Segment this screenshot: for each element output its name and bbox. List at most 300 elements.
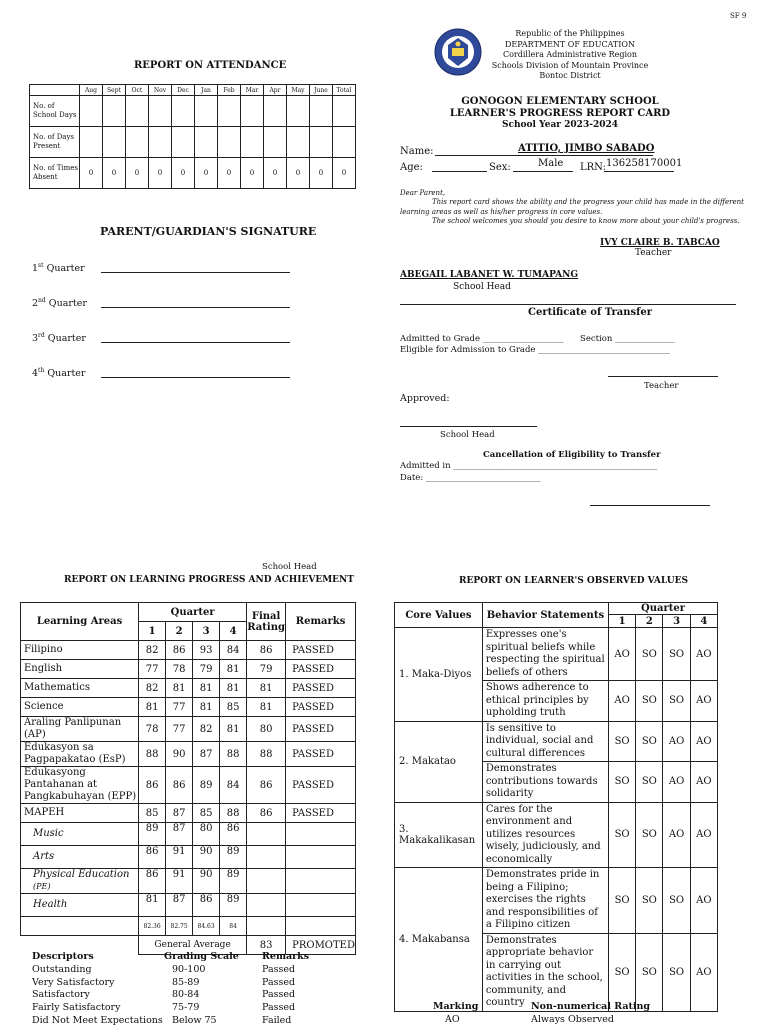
general-remarks: PROMOTED (286, 936, 356, 955)
attendance-month: Aug (80, 85, 103, 96)
attendance-cell: 0 (149, 158, 172, 189)
lrn-label: LRN: (580, 162, 606, 173)
transfer-teacher-label: Teacher (644, 381, 679, 391)
quarter-grade: 81 (193, 679, 220, 698)
grading-range: 85-89 (172, 976, 200, 988)
attendance-cell: 0 (218, 158, 241, 189)
attendance-cell (333, 96, 356, 127)
header-line: Schools Division of Mountain Province (491, 60, 649, 70)
quarter-num: 2 (32, 298, 39, 310)
values-row (395, 721, 718, 762)
behavior-statement: Demonstrates appropriate behavior in carrying out activities in the school, community, and country (482, 933, 608, 1011)
cancellation-date: Date: ___________________________ (400, 473, 541, 483)
values-header-row (395, 603, 718, 615)
mapeh-component-name: Arts (33, 851, 55, 862)
transfer-section: Section ______________ (580, 334, 675, 344)
attendance-cell: 0 (172, 158, 195, 189)
quarter-grade: 79 (193, 660, 220, 679)
final-rating: 79 (247, 660, 286, 679)
attendance-cell (218, 127, 241, 158)
quarter-grade: 78 (139, 717, 166, 742)
grades-quarter-num: 4 (220, 622, 247, 641)
core-values-header: Core Values (395, 603, 483, 628)
grading-scale-row (32, 989, 332, 1002)
attendance-cell (195, 127, 218, 158)
form-code: SF 9 (730, 12, 747, 20)
grades-row (21, 742, 356, 767)
mapeh-component (21, 869, 139, 894)
value-mark: SO (608, 762, 635, 803)
learning-area: Edukasyong Pantahanan at Pangkabuhayan (EPP) (21, 767, 139, 804)
quarter-grade: 82 (139, 641, 166, 660)
value-mark: SO (663, 628, 690, 681)
value-mark: SO (636, 802, 663, 868)
transfer-title: Certificate of Transfer (528, 307, 653, 318)
grade-remarks (286, 917, 356, 936)
grades-final-header: Final Rating (247, 603, 286, 641)
attendance-row-label: No. of Days Present (30, 127, 80, 158)
quarter-average: 84.63 (193, 917, 220, 936)
value-mark: SO (663, 933, 690, 1011)
grades-area-header: Learning Areas (21, 603, 139, 641)
quarter-average: 82.36 (139, 917, 166, 936)
quarter-grade: 86 (139, 869, 166, 894)
quarter-label (32, 367, 85, 379)
grade-remarks (286, 846, 356, 869)
sex-value: Male (538, 158, 564, 169)
header-line: DEPARTMENT OF EDUCATION (505, 39, 635, 49)
attendance-month: Apr (264, 85, 287, 96)
attendance-cell (310, 96, 333, 127)
quarter-num: 3 (32, 333, 39, 345)
values-row (395, 802, 718, 868)
age-label: Age: (400, 162, 423, 173)
final-rating: 86 (247, 767, 286, 804)
quarter-grade: 81 (220, 717, 247, 742)
grading-scale-row (32, 1015, 332, 1028)
mapeh-component (21, 894, 139, 917)
value-mark: SO (636, 762, 663, 803)
parent-signature-title: PARENT/GUARDIAN'S SIGNATURE (100, 225, 317, 238)
quarter-grade: 86 (220, 823, 247, 846)
transfer-admitted: Admitted to Grade ___________________ (400, 334, 564, 344)
quarter-label (32, 297, 87, 309)
final-rating: 81 (247, 698, 286, 717)
quarter-grade: 90 (193, 869, 220, 894)
quarter-grade: 87 (166, 804, 193, 823)
final-rating: 88 (247, 742, 286, 767)
quarter-grade: 91 (166, 869, 193, 894)
attendance-month: Mar (241, 85, 264, 96)
value-mark: SO (636, 681, 663, 722)
grades-quarter-num: 1 (139, 622, 166, 641)
value-mark: SO (636, 933, 663, 1011)
transfer-approved: Approved: (400, 393, 450, 404)
mapeh-component-name: Music (33, 828, 64, 839)
attendance-row (30, 127, 356, 158)
mapeh-component-name: Health (33, 899, 68, 910)
quarter-grade: 86 (166, 767, 193, 804)
attendance-header-row (30, 85, 356, 96)
attendance-cell (310, 127, 333, 158)
quarter-grade: 85 (139, 804, 166, 823)
values-quarter-header: Quarter (608, 603, 717, 615)
attendance-cell (172, 127, 195, 158)
grading-desc: Outstanding (32, 963, 92, 975)
core-value: 4. Makabansa (395, 868, 483, 1012)
attendance-month: Oct (126, 85, 149, 96)
grading-remarks: Passed (262, 989, 296, 1001)
value-mark: SO (663, 868, 690, 934)
final-rating (247, 846, 286, 869)
transfer-eligible: Eligible for Admission to Grade _______________________________ (400, 345, 670, 355)
attendance-cell: 0 (126, 158, 149, 189)
attendance-cell (218, 96, 241, 127)
attendance-cell (80, 96, 103, 127)
quarter-grade: 89 (139, 823, 166, 846)
attendance-cell (80, 127, 103, 158)
grading-scale-row (32, 977, 332, 990)
letter-line-1: This report card shows the ability and the progress your child has made in the different (432, 198, 744, 206)
value-mark: SO (636, 868, 663, 934)
quarter-grade: 81 (139, 894, 166, 917)
mapeh-row (21, 823, 356, 846)
quarter-grade: 81 (193, 698, 220, 717)
quarter-grade: 86 (139, 767, 166, 804)
name-label: Name: (400, 146, 434, 157)
quarter-signature-line[interactable] (101, 377, 290, 378)
grading-scale-row (32, 1002, 332, 1015)
grade-remarks: PASSED (286, 742, 356, 767)
attendance-cell (126, 127, 149, 158)
learning-area: Mathematics (21, 679, 139, 698)
quarter-signature-line[interactable] (101, 307, 290, 308)
teacher-label: Teacher (635, 248, 672, 258)
grade-remarks: PASSED (286, 660, 356, 679)
progress-title: REPORT ON LEARNING PROGRESS AND ACHIEVEMENT (64, 575, 354, 585)
final-rating (247, 917, 286, 936)
quarter-sup: rd (38, 332, 45, 339)
value-mark: AO (690, 628, 717, 681)
values-quarter-num: 2 (636, 615, 663, 628)
attendance-month: Feb (218, 85, 241, 96)
legend-mark: AO (445, 1014, 460, 1025)
mapeh-component-suffix: (PE) (33, 882, 51, 891)
attendance-cell: 0 (241, 158, 264, 189)
attendance-month: June (310, 85, 333, 96)
quarter-label (32, 332, 86, 344)
grades-row (21, 641, 356, 660)
attendance-cell: 0 (80, 158, 103, 189)
core-value: 2. Makatao (395, 721, 483, 802)
grades-remarks-header: Remarks (286, 603, 356, 641)
grade-remarks: PASSED (286, 804, 356, 823)
transfer-head-label: School Head (440, 430, 495, 440)
attendance-cell (195, 96, 218, 127)
quarter-grade: 89 (193, 767, 220, 804)
quarter-label (32, 262, 85, 274)
sex-label: Sex: (489, 162, 511, 173)
value-mark: SO (608, 802, 635, 868)
learning-area: Science (21, 698, 139, 717)
grades-quarter-header: Quarter (139, 603, 247, 622)
grade-remarks: PASSED (286, 641, 356, 660)
cancellation-admitted: Admitted in ________________________________________________ (400, 461, 658, 471)
grading-remarks: Passed (262, 976, 296, 988)
value-mark: AO (690, 868, 717, 934)
value-mark: SO (608, 868, 635, 934)
behavior-header: Behavior Statements (482, 603, 608, 628)
grading-remarks: Passed (262, 1002, 296, 1014)
quarter-grade: 86 (139, 846, 166, 869)
attendance-table (29, 84, 356, 189)
attendance-cell: 0 (195, 158, 218, 189)
attendance-month: Total (333, 85, 356, 96)
attendance-cell: 0 (310, 158, 333, 189)
values-quarter-num: 4 (690, 615, 717, 628)
value-mark: SO (636, 721, 663, 762)
values-title: REPORT ON LEARNER'S OBSERVED VALUES (459, 576, 688, 586)
school-name: GONOGON ELEMENTARY SCHOOL (461, 96, 659, 107)
attendance-cell (241, 127, 264, 158)
quarter-grade: 81 (220, 679, 247, 698)
attendance-month: Dec (172, 85, 195, 96)
header-line: Cordillera Administrative Region (502, 50, 638, 59)
quarter-sup: th (38, 367, 45, 374)
values-quarter-num: 3 (663, 615, 690, 628)
grading-remarks: Failed (262, 1014, 292, 1026)
cancellation-title: Cancellation of Eligibility to Transfer (483, 450, 661, 460)
mapeh-row (21, 846, 356, 869)
grading-desc: Fairly Satisfactory (32, 1002, 121, 1014)
quarter-grade: 86 (166, 641, 193, 660)
grading-range: 75-79 (172, 1002, 200, 1014)
quarter-average-row (21, 917, 356, 936)
grades-quarter-num: 3 (193, 622, 220, 641)
mapeh-component (21, 846, 139, 869)
behavior-statement: Cares for the environment and utilizes resources wisely, judiciously, and economically (482, 802, 608, 868)
value-mark: AO (690, 721, 717, 762)
quarter-num: 1 (32, 263, 39, 275)
quarter-signature-line[interactable] (101, 342, 290, 343)
quarter-grade: 81 (166, 679, 193, 698)
attendance-row-label: No. of Times Absent (30, 158, 80, 189)
quarter-sup: st (38, 262, 44, 269)
attendance-month: Nov (149, 85, 172, 96)
quarter-grade: 82 (139, 679, 166, 698)
value-mark: SO (663, 681, 690, 722)
attendance-cell: 0 (287, 158, 310, 189)
quarter-grade: 84 (220, 767, 247, 804)
grading-range: 80-84 (172, 989, 200, 1001)
grading-scale-header: Grading Scale (164, 951, 239, 962)
attendance-cell (103, 127, 126, 158)
quarter-grade: 85 (220, 698, 247, 717)
attendance-cell (264, 96, 287, 127)
behavior-statement: Is sensitive to individual, social and cultural differences (482, 721, 608, 762)
grading-remarks-header: Remarks (262, 951, 310, 962)
attendance-cell (264, 127, 287, 158)
mapeh-row (21, 894, 356, 917)
letter-line-3: The school welcomes you should you desire to know more about your child's progress. (432, 217, 740, 225)
value-mark: AO (663, 721, 690, 762)
learning-area: Filipino (21, 641, 139, 660)
grades-quarter-num: 2 (166, 622, 193, 641)
quarter-grade: 80 (193, 823, 220, 846)
quarter-grade: 87 (193, 742, 220, 767)
attendance-cell (103, 96, 126, 127)
attendance-cell: 0 (333, 158, 356, 189)
learning-area: Araling Panlipunan (AP) (21, 717, 139, 742)
attendance-row (30, 96, 356, 127)
grades-row (21, 804, 356, 823)
lrn-value: 136258170001 (606, 158, 683, 169)
attendance-cell (172, 96, 195, 127)
behavior-statement: Shows adherence to ethical principles by upholding truth (482, 681, 608, 722)
learning-area: English (21, 660, 139, 679)
legend-rating: Always Observed (531, 1014, 614, 1025)
quarter-grade: 90 (166, 742, 193, 767)
learning-area: MAPEH (21, 804, 139, 823)
attendance-cell (149, 96, 172, 127)
value-mark: AO (690, 802, 717, 868)
agency-header (470, 29, 670, 82)
quarter-grade: 87 (166, 894, 193, 917)
grades-row (21, 717, 356, 742)
average-label-cell (21, 917, 139, 936)
quarter-grade: 85 (193, 804, 220, 823)
quarter-grade: 84 (220, 641, 247, 660)
quarter-grade: 77 (166, 698, 193, 717)
attendance-cell: 0 (264, 158, 287, 189)
quarter-grade: 77 (166, 717, 193, 742)
header-line: Bontoc District (539, 71, 601, 80)
attendance-cell (126, 96, 149, 127)
quarter-word: Quarter (45, 298, 87, 310)
final-rating: 81 (247, 679, 286, 698)
value-mark: AO (690, 762, 717, 803)
quarter-grade: 86 (193, 894, 220, 917)
core-value: 1. Maka-Diyos (395, 628, 483, 722)
grades-row (21, 698, 356, 717)
attendance-cell (333, 127, 356, 158)
grade-remarks (286, 823, 356, 846)
mapeh-component (21, 823, 139, 846)
grade-remarks (286, 869, 356, 894)
letter-line-2: learning areas as well as his/her progress in core values. (400, 208, 603, 216)
grading-desc: Satisfactory (32, 989, 90, 1001)
quarter-num: 4 (32, 368, 39, 380)
quarter-grade: 88 (139, 742, 166, 767)
final-rating (247, 894, 286, 917)
mapeh-row (21, 869, 356, 894)
value-mark: AO (663, 802, 690, 868)
quarter-grade: 89 (220, 869, 247, 894)
quarter-word: Quarter (44, 368, 86, 380)
value-mark: SO (636, 628, 663, 681)
values-quarter-num: 1 (608, 615, 635, 628)
quarter-grade: 81 (220, 660, 247, 679)
grades-header-row (21, 603, 356, 622)
quarter-grade: 89 (220, 894, 247, 917)
grade-remarks (286, 894, 356, 917)
quarter-signature-line[interactable] (101, 272, 290, 273)
card-title: LEARNER'S PROGRESS REPORT CARD (449, 108, 671, 119)
rating-header: Non-numerical Rating (531, 1001, 651, 1012)
value-mark: SO (608, 933, 635, 1011)
attendance-cell (287, 96, 310, 127)
attendance-cell (149, 127, 172, 158)
quarter-word: Quarter (44, 333, 86, 345)
grading-desc: Very Satisfactory (32, 976, 115, 988)
attendance-title: REPORT ON ATTENDANCE (134, 60, 287, 71)
quarter-grade: 91 (166, 846, 193, 869)
attendance-row-label: No. of School Days (30, 96, 80, 127)
value-mark: AO (608, 628, 635, 681)
value-mark: AO (608, 681, 635, 722)
behavior-statement: Demonstrates pride in being a Filipino; exercises the rights and responsibilities of a Filipino citizen (482, 868, 608, 934)
grading-desc: Did Not Meet Expectations (32, 1014, 163, 1026)
marking-header: Marking (433, 1001, 479, 1012)
grades-row (21, 767, 356, 804)
attendance-row (30, 158, 356, 189)
attendance-month: Jan (195, 85, 218, 96)
behavior-statement: Demonstrates contributions towards solidarity (482, 762, 608, 803)
quarter-sup: nd (38, 297, 46, 304)
grading-scale-row (32, 964, 332, 977)
grading-range: 90-100 (172, 963, 206, 975)
quarter-grade: 88 (220, 804, 247, 823)
value-mark: SO (608, 721, 635, 762)
header-line: Republic of the Philippines (515, 29, 625, 38)
final-rating (247, 823, 286, 846)
cancellation-head-label: School Head (262, 562, 317, 572)
teacher-name: IVY CLAIRE B. TABCAO (600, 238, 720, 248)
learner-name: ATITIO, JIMBO SABADO (518, 143, 655, 154)
attendance-month: Sept (103, 85, 126, 96)
value-mark: AO (663, 762, 690, 803)
letter-salutation: Dear Parent, (400, 189, 446, 197)
quarter-grade: 87 (166, 823, 193, 846)
grade-remarks: PASSED (286, 717, 356, 742)
values-row (395, 868, 718, 934)
quarter-average: 82.75 (166, 917, 193, 936)
attendance-cell: 0 (103, 158, 126, 189)
quarter-average: 84 (220, 917, 247, 936)
grade-remarks: PASSED (286, 679, 356, 698)
quarter-grade: 90 (193, 846, 220, 869)
quarter-grade: 81 (139, 698, 166, 717)
quarter-grade: 93 (193, 641, 220, 660)
quarter-grade: 89 (220, 846, 247, 869)
attendance-corner (30, 85, 80, 96)
head-name: ABEGAIL LABANET W. TUMAPANG (400, 270, 579, 280)
school-year: School Year 2023-2024 (502, 120, 618, 130)
attendance-month: May (287, 85, 310, 96)
attendance-cell (241, 96, 264, 127)
final-rating: 80 (247, 717, 286, 742)
value-mark: AO (690, 933, 717, 1011)
final-rating: 86 (247, 641, 286, 660)
grade-remarks: PASSED (286, 767, 356, 804)
core-value: 3. Makakalikasan (395, 802, 483, 868)
grades-table (20, 602, 356, 955)
values-row (395, 628, 718, 681)
final-rating (247, 869, 286, 894)
general-average-label: General Average (139, 936, 247, 955)
quarter-grade: 78 (166, 660, 193, 679)
value-mark: AO (690, 681, 717, 722)
